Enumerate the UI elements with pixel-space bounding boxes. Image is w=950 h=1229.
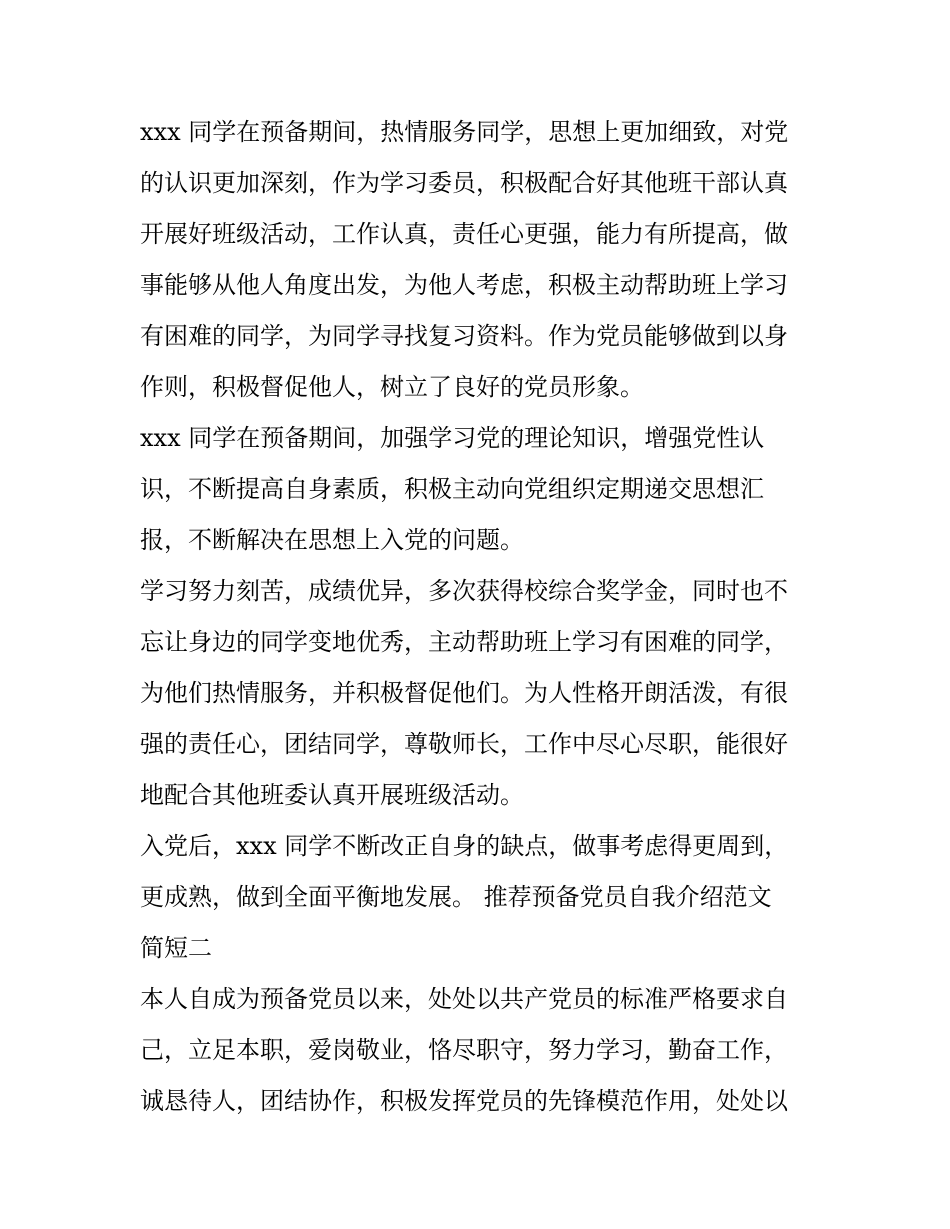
text-line: 强的责任心，团结同学，尊敬师长，工作中尽心尽职，能很好 — [140, 730, 788, 758]
text-line: 报，不断解决在思想上入党的问题。 — [140, 526, 524, 554]
text-line: 学习努力刻苦，成绩优异，多次获得校综合奖学金，同时也不 — [140, 577, 788, 605]
text-line: 忘让身边的同学变地优秀，主动帮助班上学习有困难的同学， — [140, 628, 788, 656]
text-line: 己，立足本职，爱岗敬业，恪尽职守，努力学习，勤奋工作， — [140, 1036, 788, 1064]
text-line: 开展好班级活动，工作认真，责任心更强，能力有所提高，做 — [140, 220, 788, 248]
text-line: 地配合其他班委认真开展班级活动。 — [140, 781, 524, 809]
document-body — [140, 107, 820, 1127]
text-line: 事能够从他人角度出发，为他人考虑，积极主动帮助班上学习 — [140, 271, 788, 299]
text-line: xxx 同学在预备期间，热情服务同学，思想上更加细致，对党 — [140, 118, 789, 146]
text-line: xxx 同学在预备期间，加强学习党的理论知识，增强党性认 — [140, 424, 765, 452]
text-line: 简短二 — [140, 934, 212, 962]
text-line: 入党后，xxx 同学不断改正自身的缺点，做事考虑得更周到， — [140, 832, 789, 860]
text-line: 诚恳待人，团结协作，积极发挥党员的先锋模范作用，处处以 — [140, 1087, 788, 1115]
text-line: 有困难的同学，为同学寻找复习资料。作为党员能够做到以身 — [140, 322, 788, 350]
text-line: 的认识更加深刻，作为学习委员，积极配合好其他班干部认真 — [140, 169, 788, 197]
text-line: 本人自成为预备党员以来，处处以共产党员的标准严格要求自 — [140, 985, 788, 1013]
text-line: 作则，积极督促他人，树立了良好的党员形象。 — [140, 373, 644, 401]
text-line: 更成熟，做到全面平衡地发展。 推荐预备党员自我介绍范文 — [140, 883, 772, 911]
text-line: 识，不断提高自身素质，积极主动向党组织定期递交思想汇 — [140, 475, 764, 503]
text-line: 为他们热情服务，并积极督促他们。为人性格开朗活泼，有很 — [140, 679, 788, 707]
